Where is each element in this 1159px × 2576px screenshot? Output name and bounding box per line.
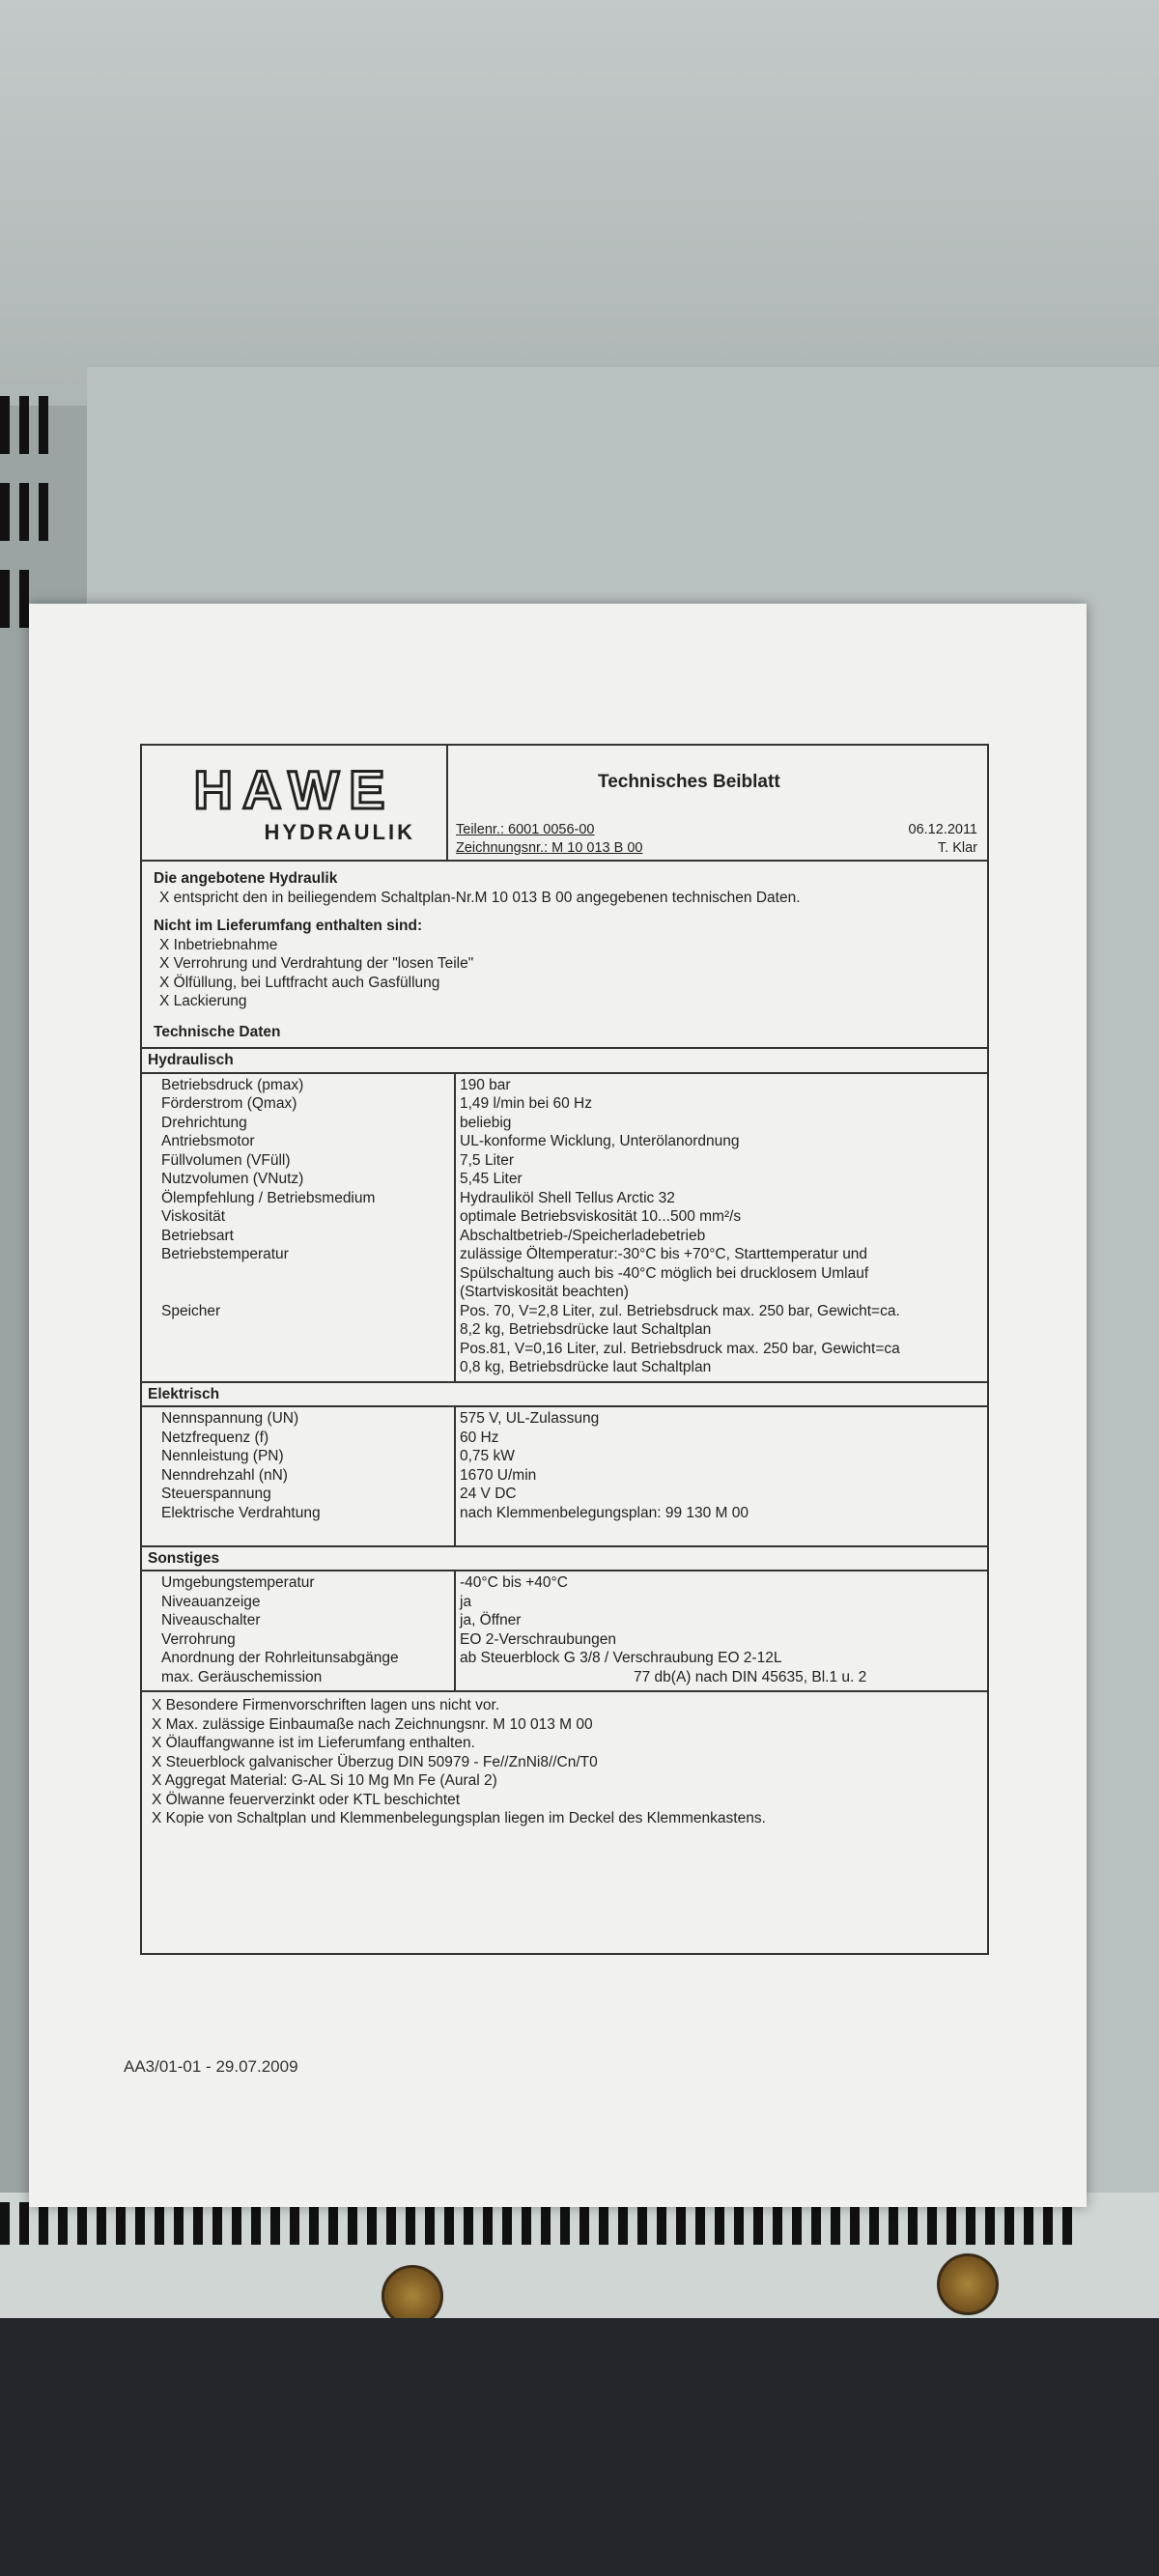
note-item: X Kopie von Schaltplan und Klemmenbelegungsplan liegen im Deckel des Klemmenkastens. (152, 1810, 766, 1826)
misc-labels (142, 1571, 456, 1690)
value: 24 V DC (460, 1486, 517, 1502)
label: Steuerspannung (161, 1486, 271, 1502)
excluded-item: X Lackierung (159, 993, 247, 1009)
value: 1,49 l/min bei 60 Hz (460, 1095, 592, 1112)
excluded-item: X Ölfüllung, bei Luftfracht auch Gasfüllung (159, 974, 440, 991)
drawing-number: Zeichnungsnr.: M 10 013 B 00 (456, 840, 643, 856)
logo-brand: HAWE (193, 759, 395, 821)
label: Viskosität (161, 1208, 226, 1225)
note-item: X Besondere Firmenvorschriften lagen uns nicht vor. (152, 1697, 500, 1713)
value: 0,8 kg, Betriebsdrücke laut Schaltplan (460, 1359, 712, 1375)
datasheet-header (142, 746, 987, 862)
document-date: 06.12.2011 (908, 822, 977, 837)
hydraulic-section-title: Hydraulisch (142, 1049, 987, 1074)
label: Betriebsart (161, 1227, 234, 1244)
electrical-section-title: Elektrisch (142, 1383, 987, 1408)
label: Betriebsdruck (pmax) (161, 1076, 304, 1093)
label (161, 1283, 454, 1302)
misc-section-title: Sonstiges (142, 1547, 987, 1572)
logo-subtitle: HYDRAULIK (264, 820, 415, 845)
label: Umgebungstemperatur (161, 1574, 315, 1591)
electrical-values (456, 1407, 987, 1545)
label: Anordnung der Rohrleitunsabgänge (161, 1650, 399, 1666)
misc-table (142, 1571, 987, 1692)
excluded-heading: Nicht im Lieferumfang enthalten sind: (154, 918, 423, 934)
value: 77 db(A) nach DIN 45635, Bl.1 u. 2 (634, 1668, 867, 1685)
label: Nenndrehzahl (nN) (161, 1466, 288, 1484)
value: Pos. 70, V=2,8 Liter, zul. Betriebsdruck max. 250 bar, Gewicht=ca. (460, 1302, 900, 1319)
value: Pos.81, V=0,16 Liter, zul. Betriebsdruck max. 250 bar, Gewicht=ca (460, 1340, 900, 1357)
value: UL-konforme Wicklung, Unterölanordnung (460, 1133, 740, 1149)
author: T. Klar (937, 840, 977, 856)
value: 60 Hz (460, 1429, 499, 1446)
label: Nennspannung (UN) (161, 1410, 299, 1427)
value: ja, Öffner (460, 1612, 522, 1628)
value: 0,75 kW (460, 1448, 515, 1464)
value: 8,2 kg, Betriebsdrücke laut Schaltplan (460, 1321, 712, 1338)
label: Niveauschalter (161, 1612, 261, 1628)
header-info (448, 746, 987, 860)
note-item: X Ölauffangwanne ist im Lieferumfang enthalten. (152, 1735, 475, 1751)
label: Niveauanzeige (161, 1593, 261, 1610)
hydraulic-values (456, 1074, 987, 1381)
label: Elektrische Verdrahtung (161, 1504, 321, 1521)
label: Förderstrom (Qmax) (161, 1095, 297, 1112)
note-item: X Ölwanne feuerverzinkt oder KTL beschichtet (152, 1791, 461, 1808)
value: ab Steuerblock G 3/8 / Verschraubung EO 2-12L (460, 1650, 782, 1666)
part-number: Teilenr.: 6001 0056-00 (456, 822, 595, 837)
label: Füllvolumen (VFüll) (161, 1151, 291, 1169)
electrical-labels (142, 1407, 456, 1545)
label: Betriebstemperatur (161, 1246, 289, 1262)
technical-data-heading: Technische Daten (154, 1023, 281, 1040)
label: Antriebsmotor (161, 1133, 255, 1149)
note-item: X Steuerblock galvanischer Überzug DIN 50979 - Fe//ZnNi8//Cn/T0 (152, 1753, 598, 1770)
electrical-table (142, 1407, 987, 1547)
document-title: Technisches Beiblatt (598, 772, 780, 792)
label: Nennleistung (PN) (161, 1448, 284, 1464)
note-item: X Aggregat Material: G-AL Si 10 Mg Mn Fe (Aural 2) (152, 1772, 497, 1789)
value: beliebig (460, 1114, 512, 1131)
value: 1670 U/min (460, 1466, 537, 1484)
floor (0, 2318, 1159, 2576)
side-vent (0, 396, 48, 628)
value: 575 V, UL-Zulassung (460, 1410, 600, 1427)
value: Abschaltbetrieb-/Speicherladebetrieb (460, 1227, 706, 1244)
value: ja (460, 1593, 472, 1610)
value: zulässige Öltemperatur:-30°C bis +70°C, Starttemperatur und (460, 1246, 868, 1262)
label: Drehrichtung (161, 1114, 247, 1131)
value: 190 bar (460, 1076, 511, 1093)
screw-icon (937, 2253, 999, 2315)
bottom-vent (0, 2202, 1072, 2245)
intro-section (142, 862, 987, 1049)
value: (Startviskosität beachten) (460, 1284, 629, 1300)
value: nach Klemmenbelegungsplan: 99 130 M 00 (460, 1504, 749, 1521)
label: max. Geräuschemission (161, 1668, 323, 1685)
excluded-item: X Verrohrung und Verdrahtung der "losen Teile" (159, 955, 474, 972)
notes-section (142, 1692, 987, 1832)
excluded-item: X Inbetriebnahme (159, 936, 278, 953)
label: Netzfrequenz (f) (161, 1429, 269, 1446)
form-footer: AA3/01-01 - 29.07.2009 (124, 2057, 298, 2076)
label: Ölempfehlung / Betriebsmedium (161, 1189, 376, 1206)
value: 7,5 Liter (460, 1151, 515, 1169)
note-item: X Max. zulässige Einbaumaße nach Zeichnungsnr. M 10 013 M 00 (152, 1715, 593, 1733)
intro-line: X entspricht den in beiliegendem Schaltplan-Nr.M 10 013 B 00 angegebenen technischen Daten. (159, 889, 801, 906)
value: EO 2-Verschraubungen (460, 1630, 616, 1648)
label: Speicher (161, 1302, 221, 1319)
value: Hydrauliköl Shell Tellus Arctic 32 (460, 1189, 675, 1206)
misc-values (456, 1571, 987, 1690)
hawe-logo (142, 746, 448, 860)
value: Spülschaltung auch bis -40°C möglich bei drucklosem Umlauf (460, 1264, 869, 1282)
intro-heading: Die angebotene Hydraulik (154, 870, 338, 887)
label: Nutzvolumen (VNutz) (161, 1171, 304, 1187)
hydraulic-table (142, 1074, 987, 1383)
machine-panel-top (0, 0, 1159, 406)
value: optimale Betriebsviskosität 10...500 mm²/s (460, 1208, 742, 1225)
hydraulic-labels (142, 1074, 456, 1381)
label (161, 1264, 454, 1284)
technical-datasheet (140, 744, 989, 1955)
value: 5,45 Liter (460, 1171, 523, 1187)
label: Verrohrung (161, 1630, 236, 1648)
value: -40°C bis +40°C (460, 1574, 568, 1591)
